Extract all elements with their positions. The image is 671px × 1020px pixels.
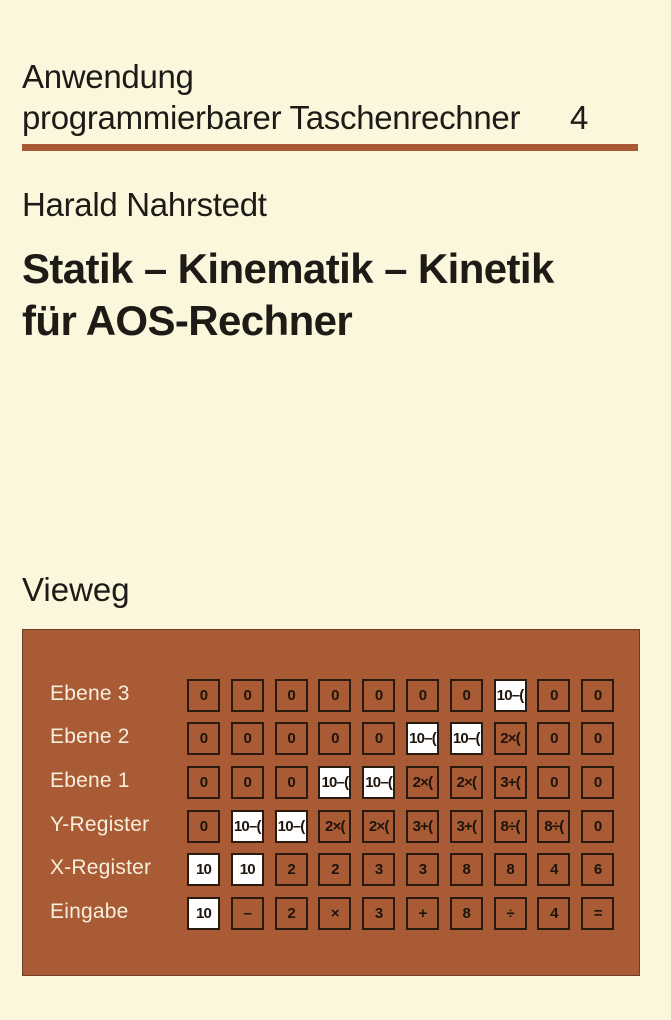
register-cell: 8÷( bbox=[537, 810, 570, 843]
register-cell: 8 bbox=[494, 853, 527, 886]
register-cell: 0 bbox=[581, 679, 614, 712]
register-cell: 0 bbox=[187, 722, 220, 755]
register-cell: 0 bbox=[362, 722, 395, 755]
row-label: X-Register bbox=[50, 856, 152, 879]
register-cell: 0 bbox=[537, 722, 570, 755]
register-cell: 10–( bbox=[494, 679, 527, 712]
register-cell: 2 bbox=[318, 853, 351, 886]
register-cell: 0 bbox=[231, 679, 264, 712]
register-cell: 8÷( bbox=[494, 810, 527, 843]
register-cell: 0 bbox=[231, 722, 264, 755]
title-line-1: Statik – Kinematik – Kinetik bbox=[22, 245, 554, 292]
series-line-1: Anwendung bbox=[22, 58, 194, 95]
register-cell: 0 bbox=[581, 722, 614, 755]
register-cell: 10 bbox=[187, 897, 220, 930]
register-cell: 2×( bbox=[450, 766, 483, 799]
register-cell: 10–( bbox=[406, 722, 439, 755]
register-cell: 8 bbox=[450, 853, 483, 886]
register-cell: 0 bbox=[537, 679, 570, 712]
register-cell: – bbox=[231, 897, 264, 930]
divider-rule bbox=[22, 144, 638, 151]
register-cell: 2×( bbox=[318, 810, 351, 843]
row-label: Eingabe bbox=[50, 900, 129, 923]
register-cell: 10–( bbox=[231, 810, 264, 843]
register-cell: 3+( bbox=[450, 810, 483, 843]
register-cell: 0 bbox=[537, 766, 570, 799]
register-cell: ÷ bbox=[494, 897, 527, 930]
register-cell: 0 bbox=[581, 766, 614, 799]
register-cell: 0 bbox=[406, 679, 439, 712]
series-number: 4 bbox=[570, 99, 589, 136]
register-cell: × bbox=[318, 897, 351, 930]
register-cell: 10–( bbox=[362, 766, 395, 799]
register-cell: 10–( bbox=[275, 810, 308, 843]
row-label: Ebene 2 bbox=[50, 725, 130, 748]
register-cell: 8 bbox=[450, 897, 483, 930]
register-cell: 10 bbox=[231, 853, 264, 886]
register-cell: 0 bbox=[581, 810, 614, 843]
register-cell: 0 bbox=[187, 810, 220, 843]
author-name: Harald Nahrstedt bbox=[22, 186, 267, 223]
register-cell: 6 bbox=[581, 853, 614, 886]
register-cell: 3 bbox=[406, 853, 439, 886]
register-cell: 4 bbox=[537, 897, 570, 930]
register-cell: 0 bbox=[318, 722, 351, 755]
title-line-2: für AOS-Rechner bbox=[22, 297, 353, 344]
register-cell: 0 bbox=[231, 766, 264, 799]
register-cell: 2 bbox=[275, 897, 308, 930]
book-title bbox=[22, 243, 554, 347]
register-cell: 4 bbox=[537, 853, 570, 886]
register-stack-panel bbox=[22, 629, 640, 976]
register-cell: 3+( bbox=[494, 766, 527, 799]
register-cell: 0 bbox=[187, 679, 220, 712]
row-label: Y-Register bbox=[50, 813, 150, 836]
register-cell: 0 bbox=[450, 679, 483, 712]
register-cell: 0 bbox=[187, 766, 220, 799]
row-label: Ebene 1 bbox=[50, 769, 130, 792]
register-cell: 0 bbox=[318, 679, 351, 712]
register-cell: 3 bbox=[362, 897, 395, 930]
register-cell: 3+( bbox=[406, 810, 439, 843]
register-cell: 10–( bbox=[450, 722, 483, 755]
register-cell: 0 bbox=[275, 722, 308, 755]
register-cell: 2×( bbox=[494, 722, 527, 755]
register-cell: 0 bbox=[275, 679, 308, 712]
register-cell: 2×( bbox=[406, 766, 439, 799]
series-title bbox=[22, 56, 589, 138]
register-cell: 0 bbox=[362, 679, 395, 712]
row-label: Ebene 3 bbox=[50, 682, 130, 705]
series-line-2: programmierbarer Taschenrechner bbox=[22, 99, 521, 136]
register-cell: + bbox=[406, 897, 439, 930]
register-cell: 0 bbox=[275, 766, 308, 799]
publisher-name: Vieweg bbox=[22, 571, 130, 608]
register-cell: 10 bbox=[187, 853, 220, 886]
register-cell: 2×( bbox=[362, 810, 395, 843]
register-cell: 3 bbox=[362, 853, 395, 886]
register-cell: = bbox=[581, 897, 614, 930]
register-cell: 10–( bbox=[318, 766, 351, 799]
register-cell: 2 bbox=[275, 853, 308, 886]
